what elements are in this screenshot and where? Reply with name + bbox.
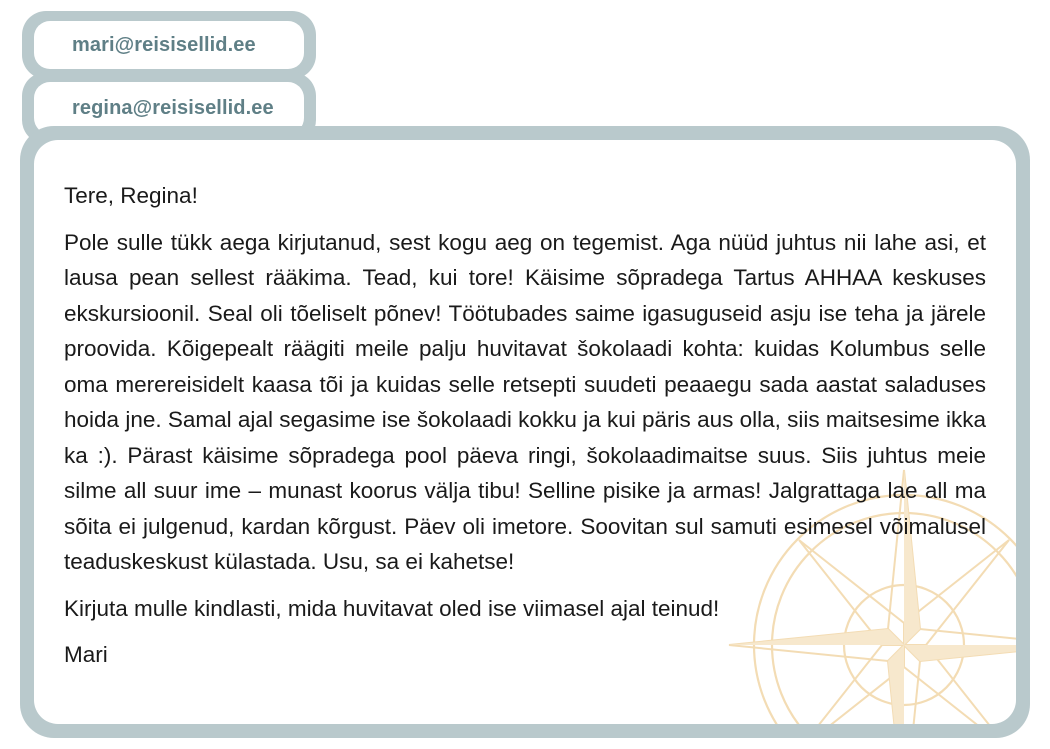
letter-greeting: Tere, Regina! <box>64 183 198 208</box>
letter-closing-line: Kirjuta mulle kindlasti, mida huvitavat oled ise viimasel ajal teinud! <box>64 595 720 621</box>
from-email-tab <box>22 11 316 79</box>
letter-frame <box>20 126 1030 738</box>
from-email: mari@reisisellid.ee <box>34 21 304 69</box>
letter-body <box>34 140 1016 724</box>
letter-paragraph: Pole sulle tükk aega kirjutanud, sest kogu aeg on tegemist. Aga nüüd juhtus nii lahe asi, et lausa pean sellest rääkima. Tead, kui tore! Käisime sõpradega Tartus AHHAA keskuses ekskursioonil. Seal oli tõeliselt põnev! Töötubades saime igasuguseid asju ise teha ja järele proovida. Kõigepealt räägiti meile palju huvitavat šokolaadi kohta: kuidas Kolumbus selle oma merereisidelt kaasa tõi ja kuidas selle retsepti suudeti peaaegu sada aastat saladuses hoida jne. Samal ajal segasime ise šokolaadi kokku ja kui päris aus olla, siis maitsesime ikka ka :). Pärast käisime sõpradega pool päeva ringi, šokolaadimaitse suus. Siis juhtus meie silme all suur ime – munast koorus välja tibu! Selline pisike ja armas! Jalgrattaga lae all ma sõita ei julgenud, kardan kõrgust. Päev oli imetore. Soovitan sul samuti esimesel võimalusel teaduskeskust külastada. Usu, sa ei kahetse! <box>64 229 986 574</box>
to-email: regina@reisisellid.ee <box>34 82 304 134</box>
letter-signature: Mari <box>64 642 108 667</box>
letter-text <box>64 178 986 684</box>
